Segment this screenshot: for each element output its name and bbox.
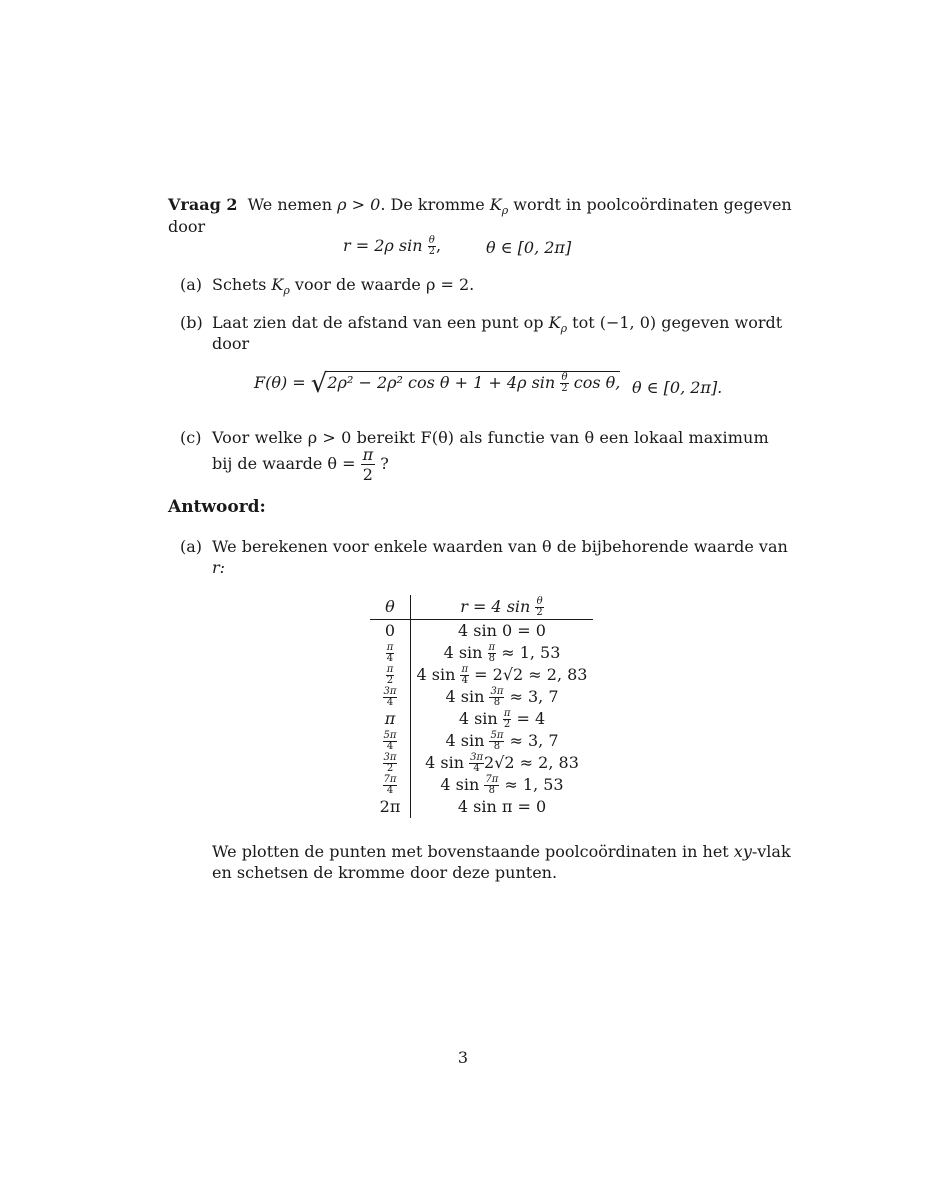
- table-header-row: [370, 595, 593, 620]
- intro-text-c: wordt in poolcoördinaten gegeven: [508, 195, 792, 214]
- table-header-r: [411, 595, 594, 620]
- r-fraction: [489, 731, 504, 752]
- r-cell: [411, 708, 594, 730]
- r-cell: [411, 686, 594, 708]
- frac-den: 4: [386, 740, 394, 752]
- theta-cell: [370, 664, 411, 686]
- frac-den: 2: [536, 606, 543, 618]
- frac-num: 5π: [383, 729, 397, 741]
- r-part-b: ≈ 1, 53: [496, 642, 561, 662]
- r-cell: [411, 664, 594, 686]
- part-a-text-1: Schets: [212, 275, 272, 294]
- theta-cell: [370, 730, 411, 752]
- frac-den: 2: [428, 246, 435, 257]
- r-cell: [411, 774, 594, 796]
- theta-cell: 2π: [370, 796, 411, 818]
- part-a-text: [212, 274, 474, 301]
- answer-a-label: (a): [180, 537, 203, 556]
- table-row: [370, 708, 593, 730]
- r-part-a: 4 sin: [416, 664, 461, 684]
- frac-den: 4: [386, 652, 394, 664]
- rho-condition: ρ > 0: [337, 195, 381, 214]
- frac-num: π: [488, 641, 496, 653]
- r-part-b: = 2√2 ≈ 2, 83: [469, 664, 588, 684]
- frac-num: 3π: [383, 685, 397, 697]
- answer-heading: Antwoord:: [168, 497, 266, 517]
- frac-num: 7π: [485, 773, 499, 785]
- r-part-a: 4 sin: [445, 686, 490, 706]
- frac-num: π: [461, 663, 469, 675]
- closing-line-2: en schetsen de kromme door deze punten.: [212, 863, 558, 882]
- part-b-curve-sub: ρ: [560, 322, 568, 336]
- frac-num: 3π: [383, 751, 397, 763]
- part-b-door: door: [212, 334, 250, 353]
- r-part-a: 4 sin: [443, 642, 488, 662]
- part-b-text-2: tot (−1, 0) gegeven wordt: [567, 313, 783, 332]
- frac-num: θ: [428, 235, 435, 246]
- frac-num: 5π: [490, 729, 504, 741]
- header-theta-over-2: [535, 597, 543, 618]
- r-part-b: ≈ 1, 53: [499, 774, 564, 794]
- part-a-curve-sub: ρ: [283, 284, 290, 298]
- frac-num: π: [503, 707, 511, 719]
- r-fraction: [460, 665, 469, 686]
- part-c-text-1: Voor welke ρ > 0 bereikt F(θ) als functie van θ een lokaal maximum: [212, 428, 769, 447]
- part-b-text-1: Laat zien dat de afstand van een punt op: [212, 313, 549, 332]
- frac-den: 8: [493, 696, 501, 708]
- part-c-line-2: [212, 445, 389, 484]
- r-fraction: [469, 753, 484, 774]
- values-table: [370, 595, 593, 818]
- frac-num: θ: [536, 595, 543, 607]
- pi-over-2: [361, 445, 376, 484]
- frac-den: 8: [493, 740, 501, 752]
- frac-num: 3π: [470, 751, 484, 763]
- theta-fraction: [383, 687, 398, 708]
- part-c-text-2: bij de waarde θ =: [212, 454, 361, 473]
- part-c-label: (c): [180, 428, 202, 447]
- table-row: [370, 620, 593, 643]
- F-lhs: F(θ) =: [254, 373, 311, 392]
- table-row: [370, 642, 593, 664]
- closing-line-1: [212, 841, 791, 862]
- question-intro-line: [168, 194, 792, 221]
- frac-num: π: [362, 445, 374, 464]
- r-part-a: 4 sin: [445, 730, 490, 750]
- r-part-b: 2√2 ≈ 2, 83: [484, 752, 579, 772]
- r-fraction: [484, 775, 499, 796]
- table-row: [370, 796, 593, 818]
- distance-equation: [254, 369, 621, 399]
- part-a-text-2: voor de waarde ρ = 2.: [289, 275, 475, 294]
- frac-den: 4: [386, 696, 394, 708]
- table-row: [370, 774, 593, 796]
- page-number: 3: [457, 1048, 469, 1067]
- theta-fraction: [383, 753, 398, 774]
- F-radicand-2: cos θ,: [568, 373, 621, 392]
- eq-theta-over-2: [428, 236, 436, 257]
- table-row: [370, 730, 593, 752]
- curve-symbol: K: [489, 195, 502, 214]
- header-r-text: r = 4 sin: [460, 596, 536, 616]
- theta-cell: [370, 774, 411, 796]
- frac-den: 2: [503, 718, 511, 730]
- table-row: [370, 686, 593, 708]
- closing-xy: xy: [733, 842, 752, 861]
- r-part-a: 4 sin: [440, 774, 485, 794]
- part-c-question-mark: ?: [375, 454, 389, 473]
- r-cell: [411, 752, 594, 774]
- frac-num: θ: [561, 372, 568, 383]
- theta-fraction: [386, 643, 395, 664]
- theta-cell: 0: [370, 620, 411, 643]
- F-domain: θ ∈ [0, 2π].: [632, 378, 723, 397]
- sqrt-radicand: [327, 371, 620, 392]
- frac-den: 2: [561, 383, 568, 394]
- curve-subscript: ρ: [501, 204, 509, 218]
- closing-text-1b: -vlak: [751, 842, 791, 861]
- frac-den: 2: [362, 465, 373, 484]
- part-a-curve: K: [271, 275, 284, 294]
- closing-text-1: We plotten de punten met bovenstaande poolcoördinaten in het: [212, 842, 734, 861]
- frac-den: 4: [386, 784, 394, 796]
- polar-equation: [343, 235, 441, 257]
- theta-fraction: [383, 731, 398, 752]
- frac-den: 2: [386, 674, 394, 686]
- frac-den: 8: [488, 652, 496, 664]
- r-cell: [411, 730, 594, 752]
- question-title: Vraag 2: [168, 195, 238, 214]
- frac-num: 7π: [383, 773, 397, 785]
- intro-door: door: [168, 217, 206, 236]
- r-part-a: 4 sin: [425, 752, 470, 772]
- eq-domain: θ ∈ [0, 2π]: [486, 238, 572, 257]
- F-radicand-1: 2ρ² − 2ρ² cos θ + 1 + 4ρ sin: [327, 373, 561, 392]
- table-row: [370, 664, 593, 686]
- r-part-b: ≈ 3, 7: [504, 686, 559, 706]
- theta-cell: [370, 752, 411, 774]
- answer-a-text-2: r:: [212, 558, 226, 577]
- r-part-b: = 4: [511, 708, 546, 728]
- table-row: [370, 752, 593, 774]
- r-cell: [411, 642, 594, 664]
- frac-den: 2: [386, 762, 394, 774]
- r-fraction: [489, 687, 504, 708]
- theta-cell: [370, 642, 411, 664]
- theta-fraction: [383, 775, 398, 796]
- part-b-text: [212, 312, 782, 339]
- frac-den: 4: [473, 762, 480, 774]
- part-b-curve: K: [548, 313, 561, 332]
- theta-fraction: [386, 665, 395, 686]
- r-cell: 4 sin π = 0: [457, 797, 547, 816]
- eq-comma: ,: [436, 236, 442, 255]
- table-header-theta: θ: [370, 595, 411, 620]
- frac-num: π: [386, 663, 394, 675]
- frac-num: π: [386, 641, 394, 653]
- part-a-label: (a): [180, 275, 203, 294]
- frac-num: 3π: [490, 685, 504, 697]
- theta-cell: π: [370, 708, 411, 730]
- frac-den: 8: [488, 784, 496, 796]
- F-theta-over-2: [560, 373, 568, 394]
- r-fraction: [488, 643, 497, 664]
- r-part-b: ≈ 3, 7: [504, 730, 559, 750]
- r-cell: 4 sin 0 = 0: [458, 621, 546, 640]
- part-b-label: (b): [180, 313, 203, 332]
- theta-cell: [370, 686, 411, 708]
- sqrt-sign: √: [310, 369, 328, 399]
- r-part-a: 4 sin: [458, 708, 503, 728]
- intro-text-b: . De kromme: [380, 195, 490, 214]
- frac-den: 4: [461, 674, 468, 686]
- intro-text-a: We nemen: [247, 195, 338, 214]
- answer-a-text-1: We berekenen voor enkele waarden van θ de bijbehorende waarde van: [212, 537, 788, 556]
- eq-r: r = 2ρ sin: [343, 236, 428, 255]
